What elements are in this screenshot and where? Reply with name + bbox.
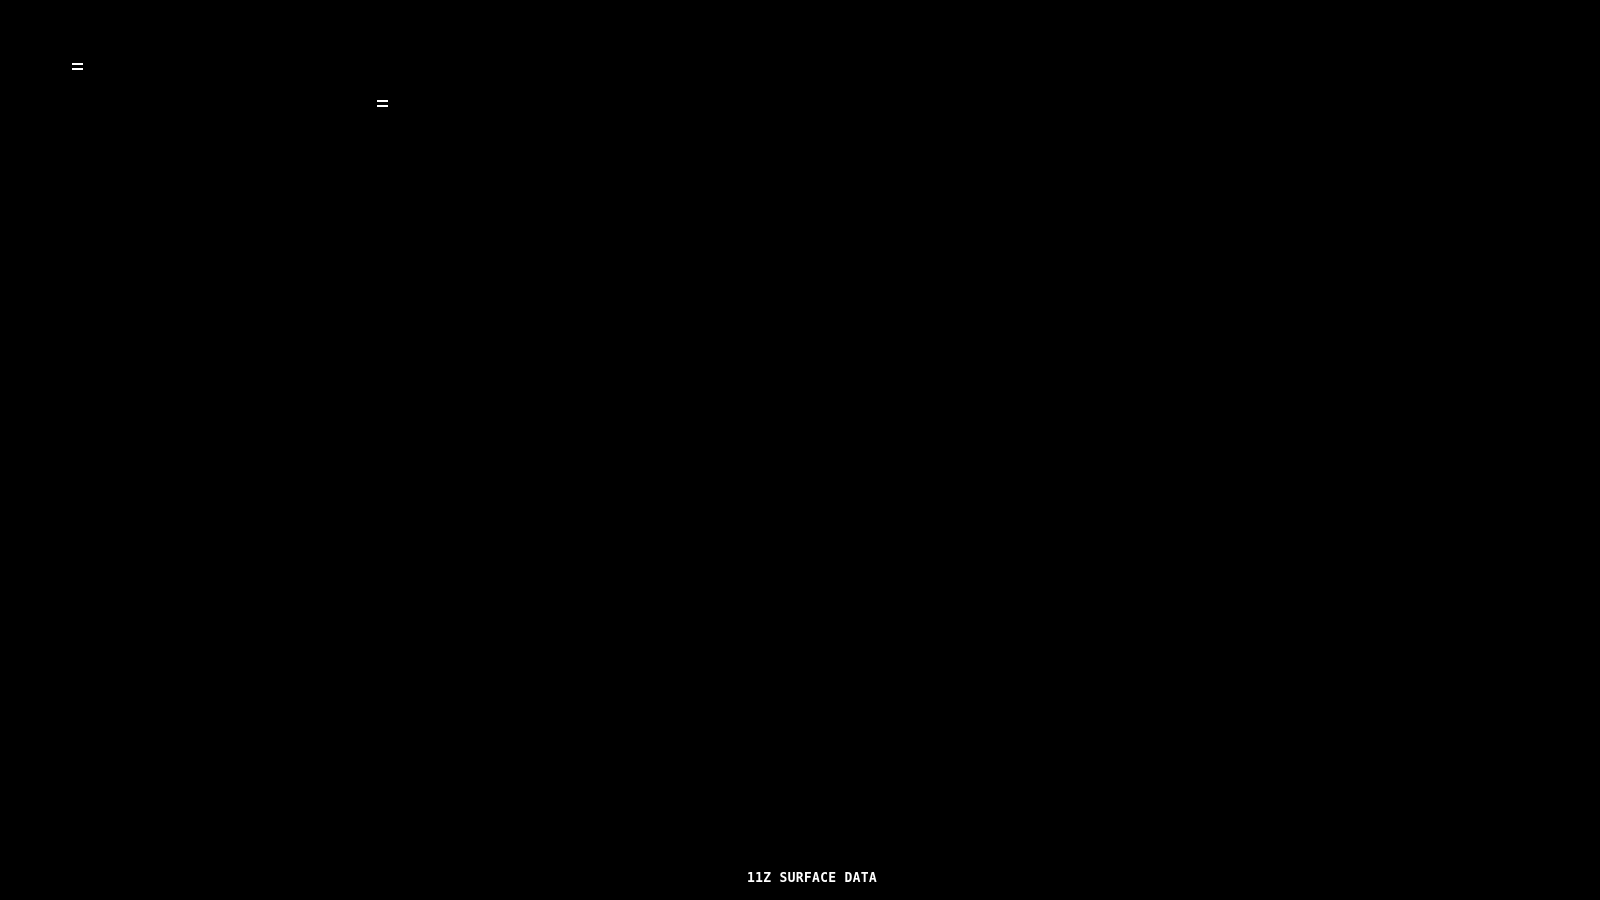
mist-bar-bottom [377,105,388,107]
mist-bar-bottom [72,68,83,70]
mist-fog-symbol-icon [377,100,388,107]
mist-bar-top [377,100,388,102]
mist-fog-symbol-icon [72,63,83,70]
mist-bar-top [72,63,83,65]
map-title: 11Z SURFACE DATA [747,871,878,886]
